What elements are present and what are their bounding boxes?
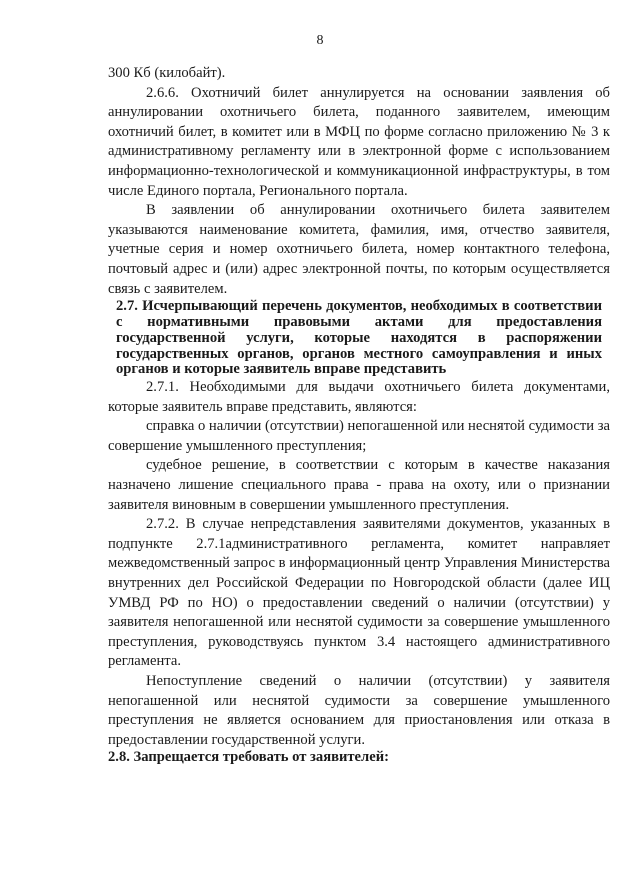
- paragraph-continuation: 300 Кб (килобайт).: [108, 65, 226, 81]
- paragraph-annulment-contents: В заявлении об аннулировании охотничьего билета заявителем указываются наименование комитета, фамилия, имя, отчество заявителя, учетные серия и номер охотничьего билета, номер контактного телефона, почтовый адрес и (или) адрес электронной почты, по которым осуществляется связь с заявителем.: [108, 202, 610, 297]
- paragraph-2-7-2: 2.7.2. В случае непредставления заявителями документов, указанных в подпункте 2.7.1административного регламента, комитет направляет межведомственный запрос в информационный центр Управления Министерства внутренних дел Российской Федерации по Новгородской области (далее ИЦ УМВД РФ по НО) о предоставлении сведений о наличии (отсутствии) у заявителя непогашенной или неснятой судимости за совершение умышленного преступления, руководствуясь пунктом 3.4 настоящего административного регламента.: [108, 516, 610, 670]
- list-item-court-decision: судебное решение, в соответствии с которым в качестве наказания назначено лишение специального права - права на охоту, или о признании заявителя виновным в совершении умышленного преступления.: [108, 457, 610, 513]
- list-item-certificate: справка о наличии (отсутствии) непогашенной или неснятой судимости за совершение умышленного преступления;: [108, 418, 610, 454]
- paragraph-2-6-6: 2.6.6. Охотничий билет аннулируется на основании заявления об аннулировании охотничьего билета, поданного заявителем, имеющим охотничий билет, в комитет или в МФЦ по форме согласно приложению № 3 к административному регламенту или в электронной форме с использованием информационно-технологической и коммуникационной инфраструктуры, в том числе Единого портала, Регионального портала.: [108, 84, 610, 199]
- paragraph-nonreceipt: Непоступление сведений о наличии (отсутствии) у заявителя непогашенной или неснятой судимости за совершение умышленного преступления не является основанием для приостановления или отказа в предоставлении государственной услуги.: [108, 673, 610, 748]
- section-heading-2-7: 2.7. Исчерпывающий перечень документов, необходимых в соответствии с нормативными правовыми актами для предоставления государственной услуги, которые находятся в распоряжении государственных органов, органов местного самоуправления и иных органов и которые заявитель вправе представить: [116, 298, 602, 378]
- page-number: 8: [316, 33, 324, 48]
- document-body: [108, 64, 610, 766]
- paragraph-2-7-1: 2.7.1. Необходимыми для выдачи охотничьего билета документами, которые заявитель вправе представить, являются:: [108, 379, 610, 415]
- section-heading-2-8: 2.8. Запрещается требовать от заявителей:: [108, 749, 389, 766]
